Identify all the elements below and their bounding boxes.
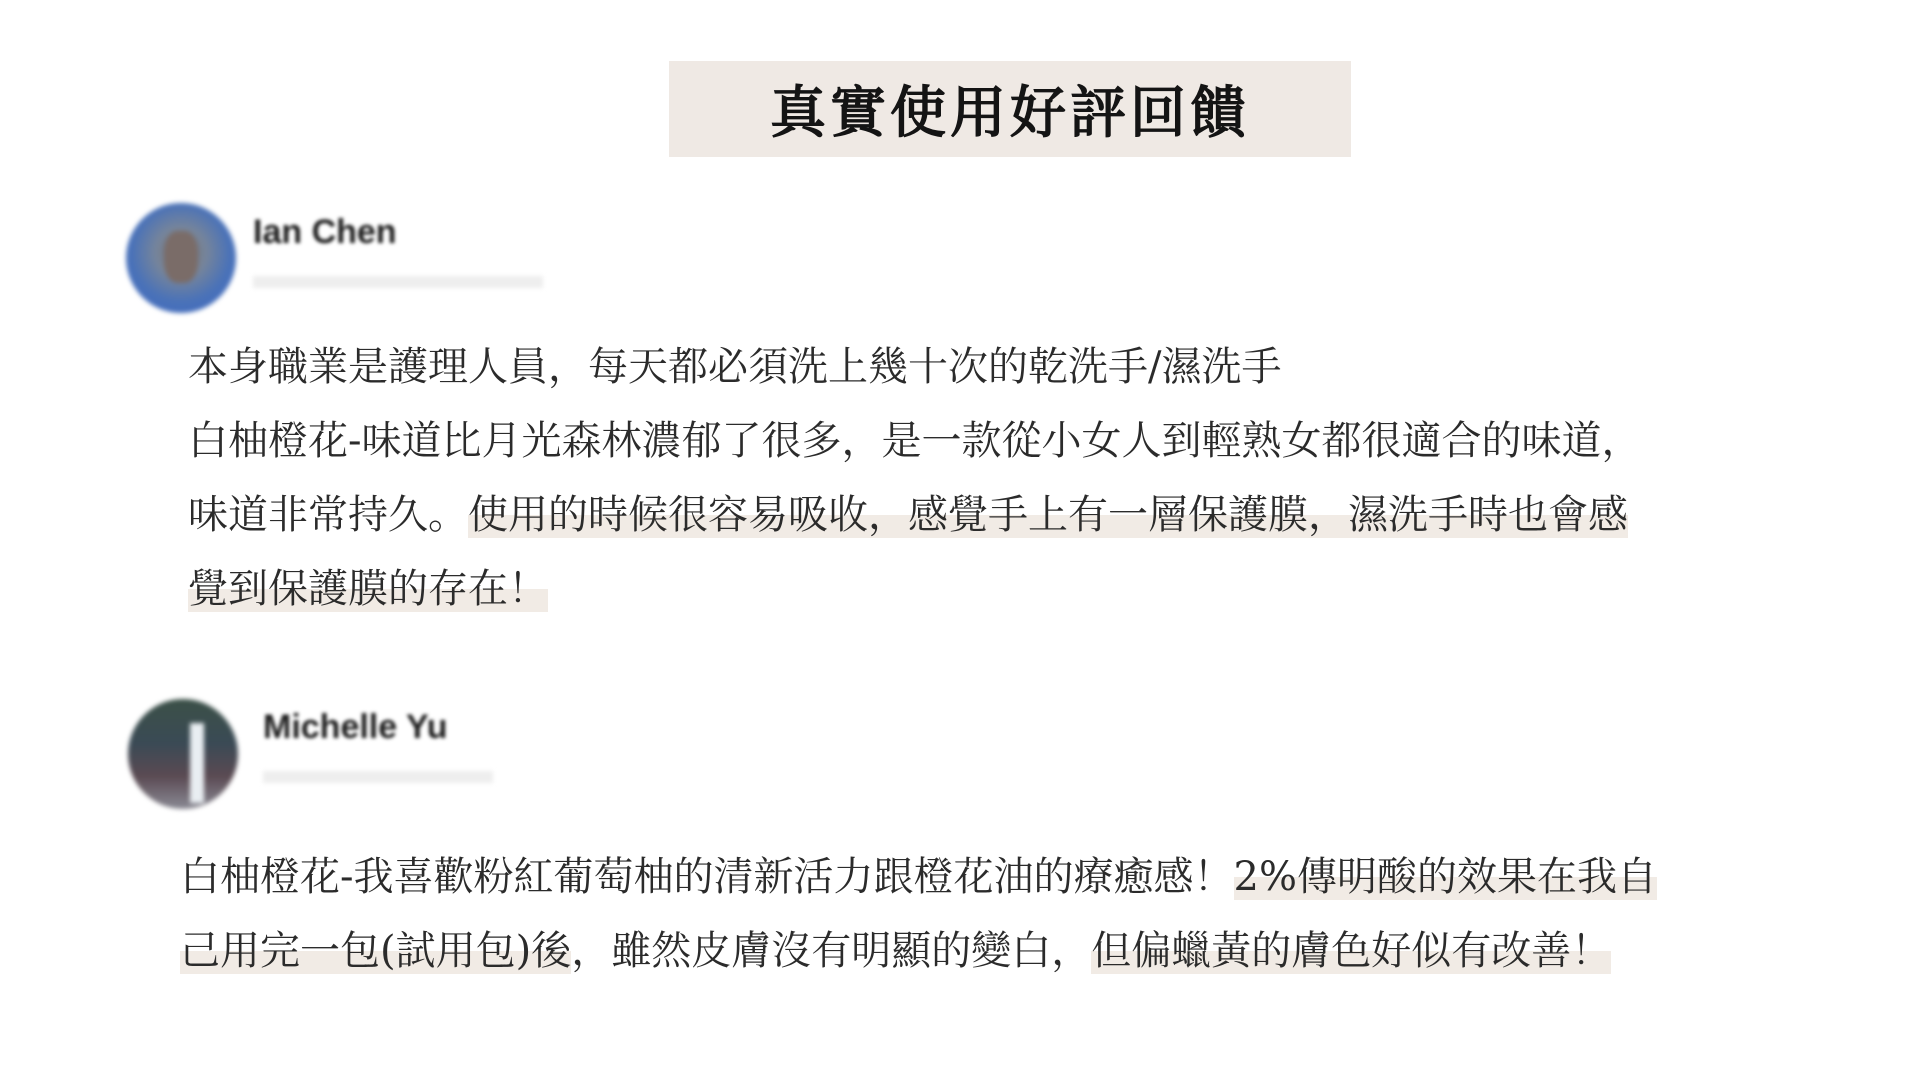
avatar[interactable] xyxy=(128,699,238,809)
highlighted-text: 2%傳明酸的效果在我自 xyxy=(1233,854,1657,900)
reviewer-name[interactable]: Ian Chen xyxy=(253,213,397,251)
review-text-segment: 白柚橙花-味道比月光森林濃郁了很多，是一款從小女人到輕熟女都很適合的味道， xyxy=(188,418,1642,464)
review-text-segment: ，雖然皮膚沒有明顯的變白， xyxy=(571,928,1092,974)
highlighted-text: 但偏蠟黃的膚色好似有改善！ xyxy=(1091,928,1612,974)
review-text xyxy=(180,840,1657,988)
review-line xyxy=(180,914,1657,988)
review-line xyxy=(188,552,1642,626)
avatar[interactable] xyxy=(126,203,236,313)
review-line xyxy=(188,330,1642,404)
highlighted-text: 覺到保護膜的存在！ xyxy=(188,566,548,612)
highlighted-text: 己用完一包(試用包)後 xyxy=(180,928,572,974)
review-text xyxy=(188,330,1642,626)
page-title-box xyxy=(669,61,1351,157)
review-meta xyxy=(253,276,543,288)
review-text-segment: 味道非常持久。 xyxy=(188,492,468,538)
review-line xyxy=(180,840,1657,914)
reviewer-name[interactable]: Michelle Yu xyxy=(263,708,448,746)
review-meta xyxy=(263,771,493,783)
highlighted-text: 使用的時候很容易吸收，感覺手上有一層保護膜，濕洗手時也會感 xyxy=(468,492,1628,538)
review-text-segment: 白柚橙花-我喜歡粉紅葡萄柚的清新活力跟橙花油的療癒感！ xyxy=(180,854,1234,900)
page-title: 真實使用好評回饋 xyxy=(770,80,1250,146)
review-line xyxy=(188,404,1642,478)
review-text-segment: 本身職業是護理人員，每天都必須洗上幾十次的乾洗手/濕洗手 xyxy=(188,344,1282,390)
review-line xyxy=(188,478,1642,552)
